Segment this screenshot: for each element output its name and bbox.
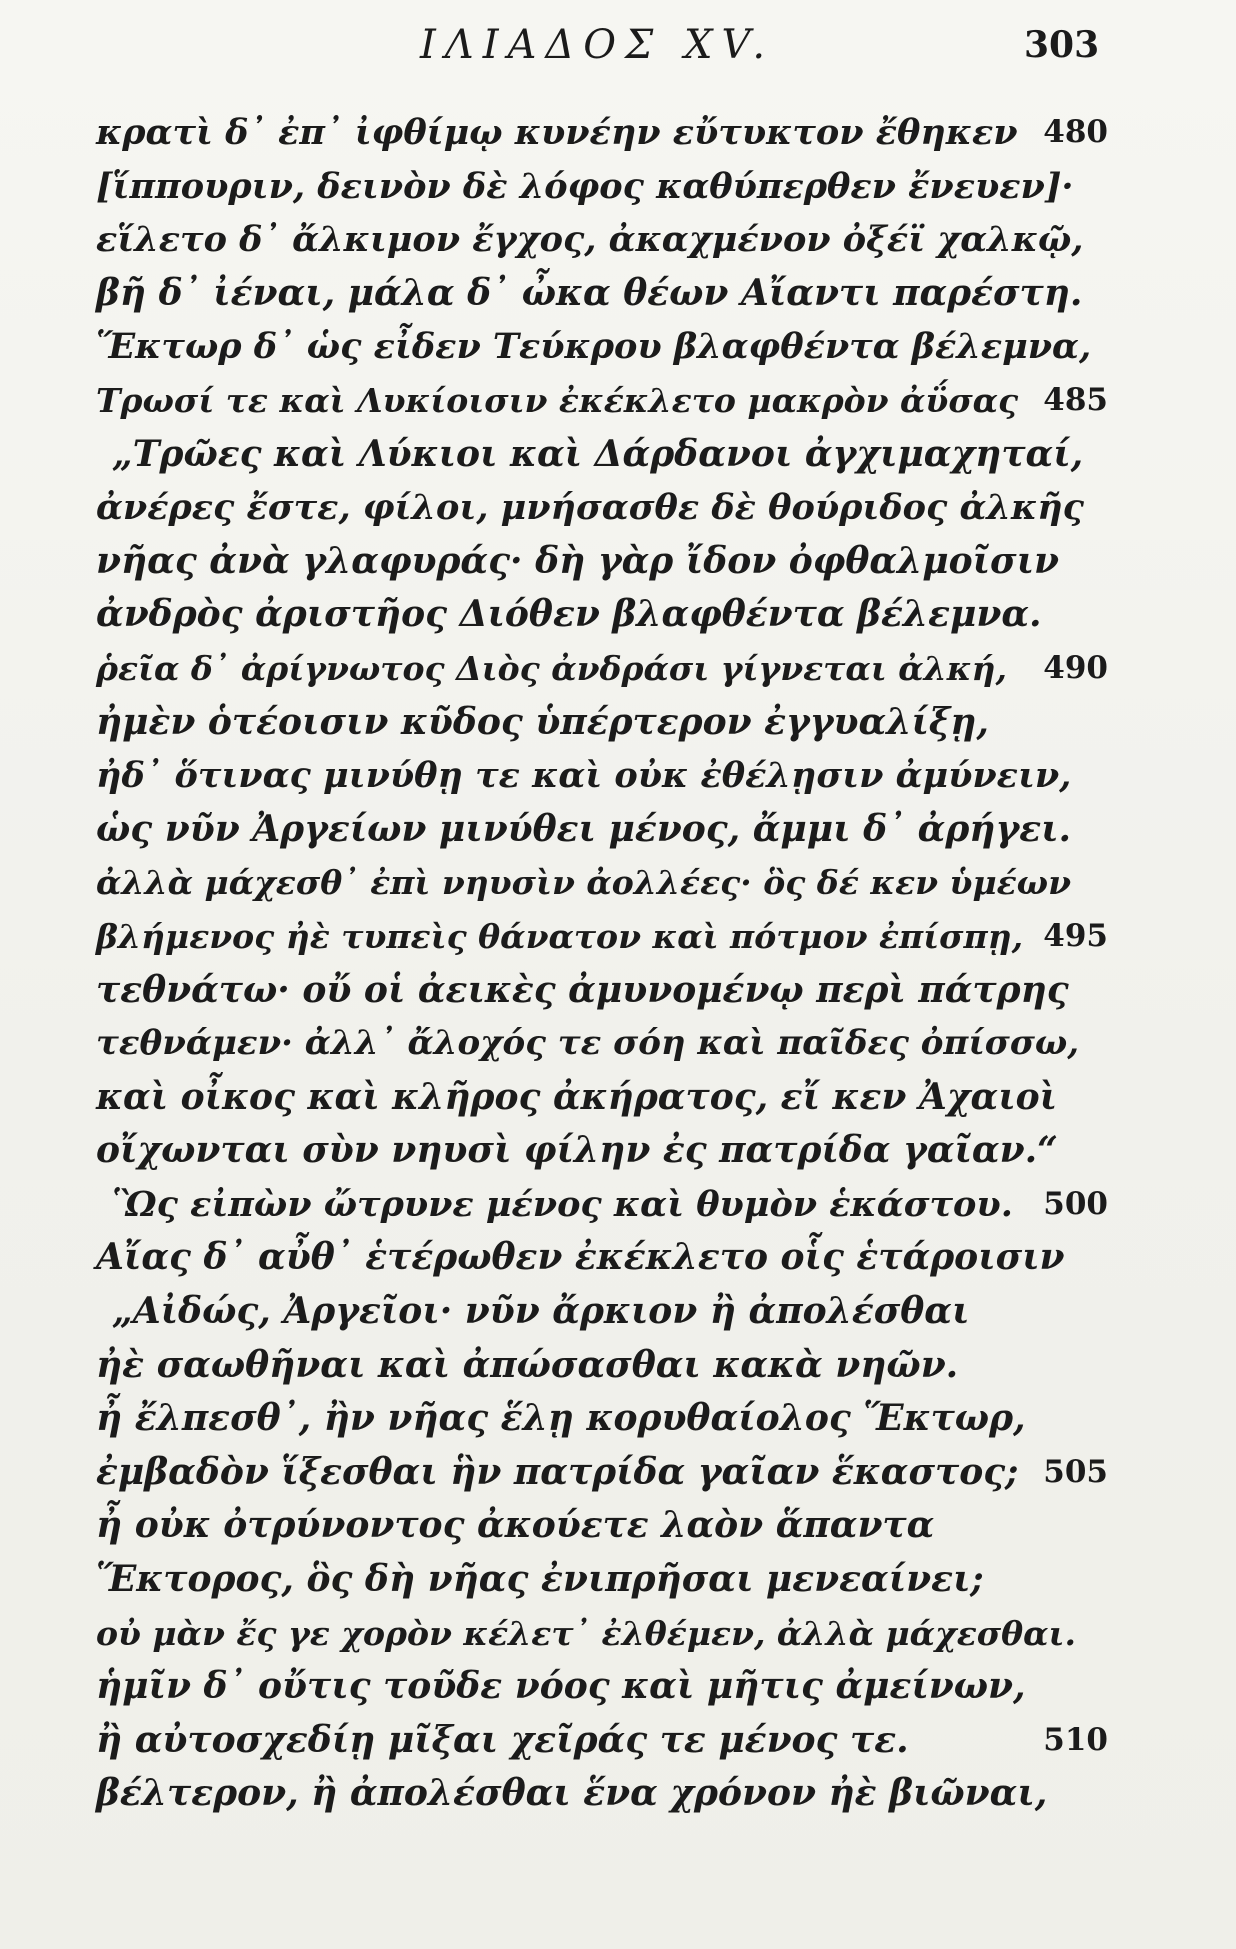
verse-text: ἀλλὰ μάχεσθ᾽ ἐπὶ νηυσὶν ἀολλέες· ὃς δέ κεν ὑμέων [96, 863, 1071, 903]
verse-line [0, 1017, 1236, 1071]
verse-line [0, 856, 1236, 910]
verse-text: ὡς νῦν Ἀργείων μινύθει μένος, ἄμμι δ᾽ ἀρήγει. [96, 807, 1072, 850]
verse-line [0, 1339, 1236, 1393]
verse-text: ἠμὲν ὁτέοισιν κῦδος ὑπέρτερον ἐγγυαλίξῃ, [96, 700, 989, 743]
verse-text: Αἴας δ᾽ αὖθ᾽ ἑτέρωθεν ἐκέκλετο οἷς ἑτάροισιν [96, 1236, 1065, 1279]
verse-line [0, 1660, 1236, 1714]
verse-text: ἢ αὐτοσχεδίῃ μῖξαι χεῖράς τε μένος τε. [96, 1718, 909, 1761]
verse-line [0, 749, 1236, 803]
running-head [0, 14, 1236, 94]
line-number: 500 [1043, 1185, 1108, 1222]
verse-text: κρατὶ δ᾽ ἐπ᾽ ἰφθίμῳ κυνέην εὔτυκτον ἔθηκεν [96, 112, 1018, 153]
verse-line [0, 428, 1236, 482]
verse-text: ἐμβαδὸν ἵξεσθαι ἣν πατρίδα γαῖαν ἕκαστος; [96, 1450, 1019, 1493]
verse-line [0, 1499, 1236, 1553]
verse-line [0, 320, 1236, 374]
verse-line [0, 1714, 1236, 1768]
line-number: 480 [1043, 114, 1108, 150]
verse-text: [ἵππουριν, δεινὸν δὲ λόφος καθύπερθεν ἔνευεν]· [96, 165, 1074, 207]
verse-line [0, 803, 1236, 857]
verse-line [0, 1285, 1236, 1339]
verse-text: νῆας ἀνὰ γλαφυράς· δὴ γὰρ ἴδον ὀφθαλμοῖσιν [96, 539, 1059, 582]
verse-line [0, 1071, 1236, 1125]
verse-line [0, 1231, 1236, 1285]
verse-text: ἀνδρὸς ἀριστῆος Διόθεν βλαφθέντα βέλεμνα. [96, 593, 1042, 636]
line-number: 510 [1043, 1721, 1108, 1758]
verse-line [0, 1553, 1236, 1607]
verse-line [0, 1392, 1236, 1446]
verse-text: Ἕκτωρ δ᾽ ὡς εἶδεν Τεύκρου βλαφθέντα βέλεμνα, [96, 326, 1092, 368]
verse-line [0, 1767, 1236, 1821]
verse-line [0, 160, 1236, 214]
verse-line [0, 910, 1236, 964]
verse-line [0, 696, 1236, 750]
verse-line [0, 1446, 1236, 1500]
verse-text: ἦ οὐκ ὀτρύνοντος ἀκούετε λαὸν ἅπαντα [96, 1504, 935, 1547]
verse-line [0, 267, 1236, 321]
verse-text: „Τρῶες καὶ Λύκιοι καὶ Δάρδανοι ἀγχιμαχηταί, [112, 432, 1084, 475]
verse-text: ἀνέρες ἔστε, φίλοι, μνήσασθε δὲ θούριδος ἀλκῆς [96, 487, 1084, 529]
verse-line [0, 1178, 1236, 1232]
verse-line [0, 374, 1236, 428]
line-number: 495 [1043, 917, 1108, 954]
verse-line [0, 1607, 1236, 1661]
line-number: 485 [1043, 381, 1108, 418]
verse-text: βλήμενος ἠὲ τυπεὶς θάνατον καὶ πότμον ἐπίσπῃ, [96, 916, 1024, 956]
verse-block [0, 106, 1236, 1821]
verse-line [0, 1124, 1236, 1178]
running-title: ΙΛΙΑΔΟΣ XV. [420, 22, 775, 68]
verse-text: ῥεῖα δ᾽ ἀρίγνωτος Διὸς ἀνδράσι γίγνεται ἀλκή, [96, 648, 1007, 688]
verse-line [0, 964, 1236, 1018]
verse-text: ἠδ᾽ ὅτινας μινύθῃ τε καὶ οὐκ ἐθέλῃσιν ἀμύνειν, [96, 755, 1072, 797]
verse-text: τεθνάμεν· ἀλλ᾽ ἄλοχός τε σόη καὶ παῖδες ὀπίσσω, [96, 1023, 1080, 1064]
line-number: 490 [1043, 649, 1108, 686]
line-number: 505 [1043, 1453, 1108, 1490]
verse-text: Ἕκτορος, ὃς δὴ νῆας ἐνιπρῆσαι μενεαίνει; [96, 1558, 984, 1601]
verse-text: ἡμῖν δ᾽ οὔτις τοῦδε νόος καὶ μῆτις ἀμείνων, [96, 1665, 1026, 1708]
verse-line [0, 535, 1236, 589]
verse-line [0, 481, 1236, 535]
verse-text: „Αἰδώς, Ἀργεῖοι· νῦν ἄρκιον ἢ ἀπολέσθαι [112, 1290, 970, 1333]
verse-text: ἦ ἔλπεσθ᾽, ἢν νῆας ἕλῃ κορυθαίολος Ἕκτωρ, [96, 1397, 1026, 1440]
verse-text: Ὣς εἰπὼν ὤτρυνε μένος καὶ θυμὸν ἑκάστου. [112, 1183, 1013, 1225]
verse-line [0, 106, 1236, 160]
verse-text: τεθνάτω· οὔ οἱ ἀεικὲς ἀμυνομένῳ περὶ πάτρης [96, 968, 1069, 1011]
verse-text: Τρωσί τε καὶ Λυκίοισιν ἐκέκλετο μακρὸν ἀΰσας [96, 380, 1019, 420]
verse-text: βέλτερον, ἢ ἀπολέσθαι ἕνα χρόνον ἠὲ βιῶναι, [96, 1772, 1048, 1815]
verse-text: εἵλετο δ᾽ ἄλκιμον ἔγχος, ἀκαχμένον ὀξέϊ χαλκῷ, [96, 219, 1084, 261]
verse-line [0, 588, 1236, 642]
verse-line [0, 642, 1236, 696]
verse-text: οἴχωνται σὺν νηυσὶ φίλην ἐς πατρίδα γαῖαν.“ [96, 1129, 1058, 1172]
page-number: 303 [1024, 24, 1100, 66]
verse-text: ἠὲ σαωθῆναι καὶ ἀπώσασθαι κακὰ νηῶν. [96, 1343, 959, 1386]
verse-text: οὐ μὰν ἔς γε χορὸν κέλετ᾽ ἐλθέμεν, ἀλλὰ μάχεσθαι. [96, 1613, 1076, 1653]
verse-text: βῆ δ᾽ ἰέναι, μάλα δ᾽ ὦκα θέων Αἴαντι παρέστη. [96, 271, 1083, 314]
verse-text: καὶ οἶκος καὶ κλῆρος ἀκήρατος, εἴ κεν Ἀχαιοὶ [96, 1075, 1058, 1118]
verse-line [0, 213, 1236, 267]
